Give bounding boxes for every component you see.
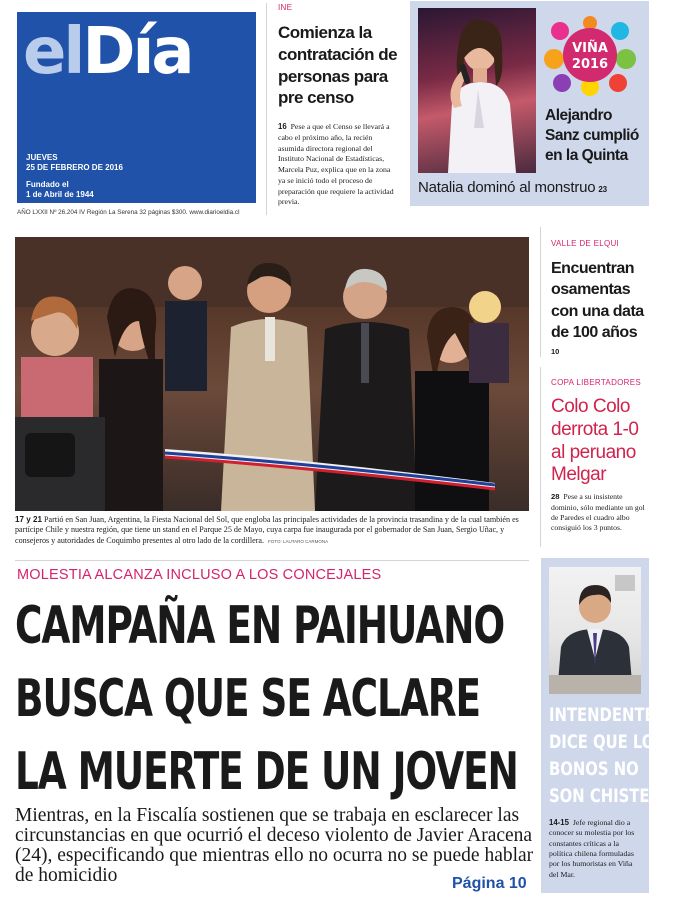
lead-summary: Mientras, en la Fiscalía sostienen que se trabaja en esclarecer las circunstancias en que ocurrió el deceso violento de Javier Aracena (24), especificando que mientras ello no ocurra no se puede hablar de homicidio [15, 805, 534, 887]
intendente-photo[interactable] [549, 567, 641, 694]
svg-text:VIÑA: VIÑA [572, 41, 608, 56]
newspaper-logo[interactable]: elDía [23, 15, 192, 89]
elqui-story[interactable] [540, 227, 650, 357]
vina-headline[interactable]: Alejandro Sanz cumplió en la Quinta [545, 107, 639, 164]
svg-text:2016: 2016 [571, 57, 609, 72]
intendente-summary: 14-15 Jefe regional dio a conocer su molestia por los constantes críticas a la política chilena formuladas por los humoristas en Viña del Mar. [549, 818, 635, 879]
founded-info: Fundado el 1 de Abril de 1944 [26, 180, 94, 199]
ribbon-cutting-photo[interactable] [15, 237, 529, 511]
vina-2016-logo [540, 9, 640, 99]
vina-story[interactable] [410, 1, 649, 206]
ribbon-cutting-illustration [15, 237, 529, 511]
singer-illustration [418, 8, 536, 173]
lead-headline[interactable]: CAMPAÑA EN PAIHUANO BUSCA QUE SE ACLARE LA MUERTE DE UN JOVEN [15, 596, 518, 802]
singer-photo[interactable] [418, 8, 536, 173]
elqui-kicker: VALLE DE ELQUI [551, 239, 620, 248]
ine-headline[interactable]: Comienza la contratación de personas para pre censo [278, 23, 398, 108]
lead-divider [15, 560, 529, 561]
elqui-headline[interactable]: Encuentran osamentas con una data de 100 años [551, 260, 644, 341]
intendente-illustration [549, 567, 641, 694]
ine-summary: 16 Pese a que el Censo se llevará a cabo el próximo año, la recién asumida directora regional del Instituto Nacional de Estadísticas, Marcela Puz, explica que en la zona ya se inició todo el proceso de preparación que requiere la actividad previa. [278, 122, 394, 207]
photo-caption: 17 y 21 Partió en San Juan, Argentina, la Fiesta Nacional del Sol, que engloba las principales actividades de la provincia trasandina y de la cual también es partícipe Chile y nuestra región, que tiene un stand en el Parque 25 de Mayo, cuya carpa fue inaugurada por el gobernador de San Juan, Sergio Uñac, y consejeros y autoridades de Coquimbo presentes al otro lado de la cordillera. FOTO: LAUTARO CARMONA [15, 515, 519, 545]
masthead [17, 12, 256, 203]
copa-story[interactable] [540, 367, 650, 547]
vina-caption[interactable]: Natalia dominó al monstruo 23 [418, 179, 607, 196]
ine-kicker: INE [278, 3, 293, 12]
copa-headline[interactable]: Colo Colo derrota 1-0 al peruano Melgar [551, 396, 639, 486]
copa-summary: 28 Pese a su insistente dominio, sólo mediante un gol de Paredes el cuadro albo consiguió los 3 puntos. [551, 492, 645, 533]
lead-kicker: MOLESTIA ALCANZA INCLUSO A LOS CONCEJALES [17, 567, 382, 583]
copa-kicker: COPA LIBERTADORES [551, 378, 642, 387]
intendente-story[interactable] [541, 558, 666, 893]
intendente-headline[interactable]: INTENDENTE DICE QUE LOS BONOS NO SON CHISTES [549, 704, 666, 807]
lead-page-link[interactable]: Página 10 [452, 875, 527, 892]
ine-story[interactable] [266, 3, 399, 215]
issue-date: JUEVES 25 DE FEBRERO DE 2016 [26, 153, 123, 172]
edition-info: AÑO LXXII Nº 26.204 IV Región La Serena 32 páginas $300. www.diarioeldia.cl [17, 209, 240, 216]
elqui-page: 10 [551, 347, 560, 357]
